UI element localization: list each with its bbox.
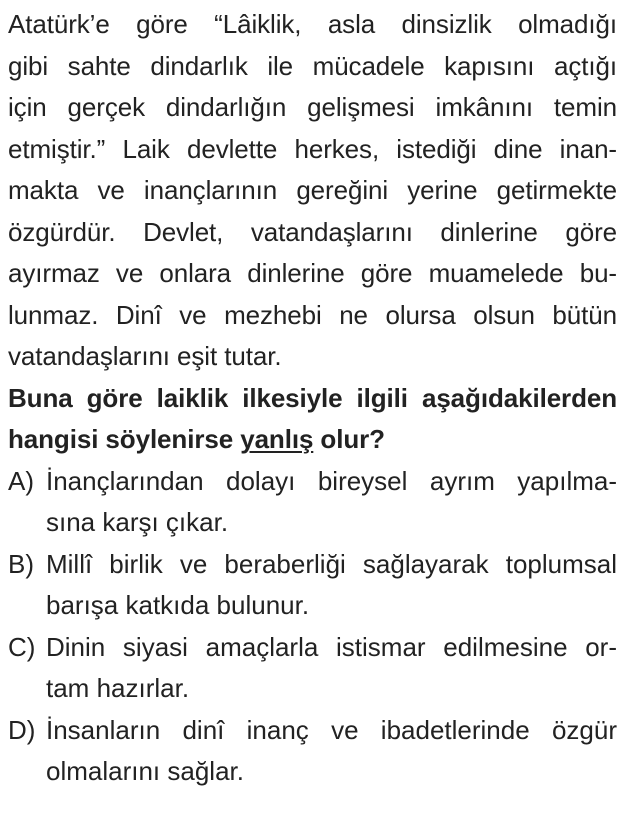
passage-line: için gerçek dindarlığın gelişmesi imkânını temin [8, 92, 617, 122]
option-text [46, 710, 617, 793]
option-c[interactable] [8, 627, 617, 710]
option-letter: C) [8, 631, 36, 662]
passage-line: ayırmaz ve onlara dinlerine göre muamelede bu- [8, 258, 617, 288]
option-line: barışa katkıda bulunur. [46, 590, 310, 620]
passage-line: özgürdür. Devlet, vatandaşlarını dinlerine göre [8, 216, 617, 247]
question-line: Buna göre laiklik ilkesiyle ilgili aşağıdakilerden [8, 382, 617, 413]
negative-keyword: yanlış [240, 424, 314, 454]
option-line: sına karşı çıkar. [46, 507, 229, 537]
question-text: hangisi söylenirse [8, 424, 241, 454]
passage-line: Atatürk’e göre “Lâiklik, asla dinsizlik olmadığı [8, 9, 617, 39]
option-line: İnsanların dinî inanç ve ibadetlerinde özgür [46, 714, 617, 745]
option-letter: A) [8, 465, 34, 496]
passage-line: etmiştir.” Laik devlette herkes, istediği dine inan- [8, 133, 617, 164]
option-line: Dinin siyasi amaçlarla istismar edilmesine or- [46, 631, 617, 662]
option-letter: D) [8, 714, 36, 745]
option-line: Millî birlik ve beraberliği sağlayarak toplumsal [46, 548, 617, 579]
option-line: İnançlarından dolayı bireysel ayrım yapılma- [46, 465, 617, 496]
question-line [8, 419, 617, 461]
answer-options [8, 461, 617, 793]
passage [8, 4, 617, 378]
option-b[interactable] [8, 544, 617, 627]
option-text [46, 627, 617, 710]
question-stem [8, 378, 617, 461]
passage-line: lunmaz. Dinî ve mezhebi ne olursa olsun bütün [8, 299, 617, 330]
question-text: olur? [313, 424, 385, 454]
option-text [46, 461, 617, 544]
passage-line: makta ve inançlarının gereğini yerine getirmekte [8, 175, 617, 205]
option-d[interactable] [8, 710, 617, 793]
passage-line: vatandaşlarını eşit tutar. [8, 341, 282, 371]
passage-line: gibi sahte dindarlık ile mücadele kapısını açtığı [8, 50, 617, 81]
option-line: olmalarını sağlar. [46, 756, 244, 786]
option-text [46, 544, 617, 627]
option-letter: B) [8, 548, 34, 579]
option-a[interactable] [8, 461, 617, 544]
option-line: tam hazırlar. [46, 673, 190, 703]
